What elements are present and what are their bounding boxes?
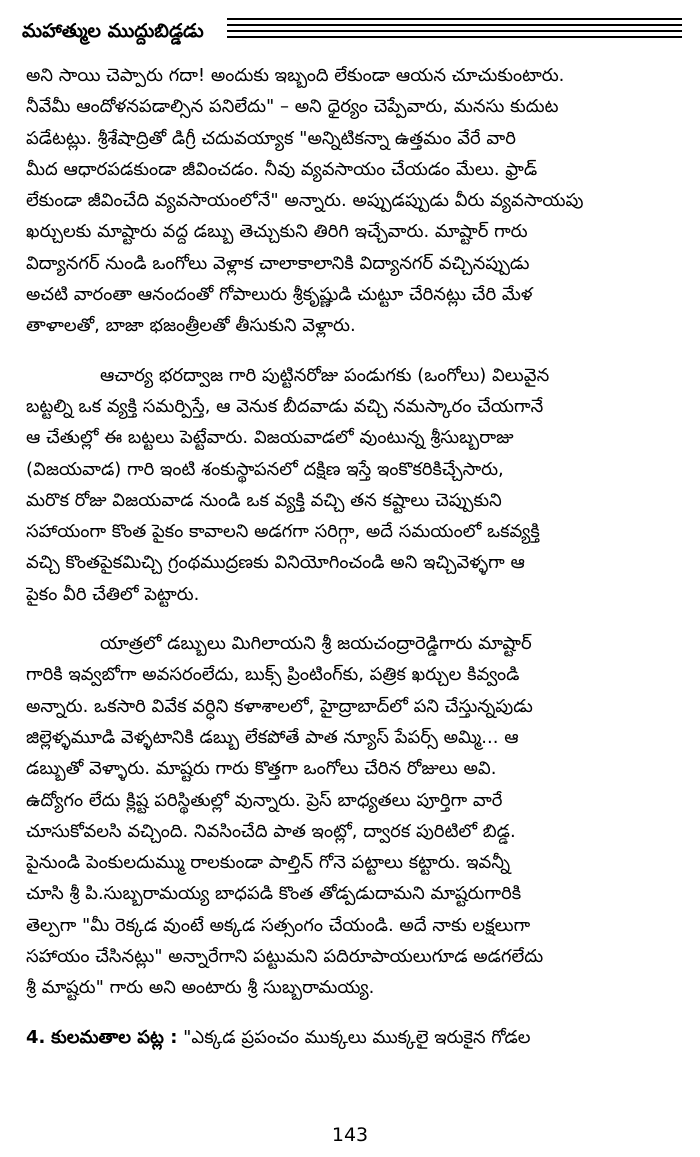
text-line: అన్నారు. ఒకసారి వివేక వర్ధిని కళాశాలలో, హైద్రాబాద్‌లో పని చేస్తున్నపుడు bbox=[26, 695, 533, 717]
header-rule bbox=[227, 18, 682, 20]
text-line: ఉద్యోగం లేదు క్లిష్ట పరిస్థితుల్లో వున్నారు. ప్రెస్ బాధ్యతలు పూర్తిగా వారే bbox=[26, 789, 503, 811]
header-rule bbox=[227, 24, 682, 26]
text-line: వచ్చి కొంతపైకమిచ్చి గ్రంథముద్రణకు వినియోగించండి అని ఇచ్చివెళ్ళగా ఆ bbox=[26, 552, 525, 574]
text-line: సహాయం చేసినట్లు" అన్నారేగాని పట్టుమని పదిరూపాయలుగూడ అడగలేదు bbox=[26, 946, 544, 968]
text-line: జిల్లెళ్ళమూడి వెళ్ళటానికి డబ్బు లేకపోతే పాత న్యూస్ పేపర్స్ అమ్మి... ఆ bbox=[26, 726, 519, 748]
text-line: పైనుండి పెంకులదుమ్ము రాలకుండా పాల్తిన్ గోనె పట్టాలు కట్టారు. ఇవన్నీ bbox=[26, 852, 511, 874]
text-line: మరొక రోజు విజయవాడ నుండి ఒక వ్యక్తి వచ్చి తన కష్టాలు చెప్పుకుని bbox=[26, 489, 502, 511]
section-4 bbox=[26, 1022, 680, 1053]
text-line: అని సాయి చెప్పారు గదా! అందుకు ఇబ్బంది లేకుండా ఆయన చూచుకుంటారు. bbox=[26, 65, 565, 86]
header-rule bbox=[227, 30, 682, 32]
paragraph-3 bbox=[26, 628, 680, 1004]
running-title: మహాత్ముల ముద్దుబిడ్డడు bbox=[22, 20, 204, 42]
text-line: సహాయంగా కొంత పైకం కావాలని అడగగా సరిగ్గా, అదే సమయంలో ఒకవ్యక్తి bbox=[26, 521, 540, 543]
text-line: విద్యానగర్ నుండి ఒంగోలు వెళ్లాక చాలాకాలానికి విద్యానగర్ వచ్చినప్పుడు bbox=[26, 252, 530, 274]
text-line: అచటి వారంతా ఆనందంతో గోపాలురు శ్రీకృష్ణుడి చుట్టూ చేరినట్లు చేరి మేళ bbox=[26, 284, 533, 306]
text-line: యాత్రలో డబ్బులు మిగిలాయని శ్రీ జయచంద్రారెడ్డిగారు మాష్టార్ bbox=[100, 633, 532, 655]
text-line: గారికి ఇవ్వబోగా అవసరంలేదు, బుక్స్ ప్రింటింగ్‌కు, పత్రిక ఖర్చుల కివ్వండి bbox=[26, 664, 520, 686]
text-line: చూసి శ్రీ పి.సుబ్బరామయ్య బాధపడి కొంత తోడ్పడుదామని మాష్టరుగారికి bbox=[26, 883, 522, 905]
section-text: "ఎక్కడ ప్రపంచం ముక్కలు ముక్కలై ఇరుకైన గోడల bbox=[183, 1026, 531, 1048]
section-number: 4. bbox=[26, 1026, 46, 1048]
text-line: బట్టల్ని ఒక వ్యక్తి సమర్పిస్తే, ఆ వెనుక బీదవాడు వచ్చి నమస్కారం చేయగానే bbox=[26, 395, 544, 417]
page-body bbox=[26, 60, 680, 1053]
text-line: తెల్పగా "మీ రెక్కడ వుంటే అక్కడ సత్సంగం చేయండి. అదే నాకు లక్షలుగా bbox=[26, 914, 531, 936]
text-line: ఖర్చులకు మాష్టారు వద్ద డబ్బు తెచ్చుకుని తిరిగి ఇచ్చేవారు. మాష్టార్ గారు bbox=[26, 221, 528, 243]
header-rules bbox=[227, 18, 682, 42]
section-heading: కులమతాల పట్ల : bbox=[51, 1026, 178, 1048]
text-line: పడేటట్లు. శ్రీశేషాద్రితో డిగ్రీ చదువయ్యాక "అన్నిటికన్నా ఉత్తమం వేరే వారి bbox=[26, 127, 516, 149]
text-line: పైకం వీరి చేతిలో పెట్టారు. bbox=[26, 583, 200, 605]
text-line: ఆచార్య భరద్వాజ గారి పుట్టినరోజు పండుగకు (ఒంగోలు) విలువైన bbox=[100, 364, 550, 386]
text-line: లేకుండా జీవించేది వ్యవసాయంలోనే" అన్నారు. అప్పుడప్పుడు వీరు వ్యవసాయపు bbox=[26, 190, 584, 212]
text-line: మీద ఆధారపడకుండా జీవించడం. నీవు వ్యవసాయం చేయడం మేలు. ఫ్రాడ్ bbox=[26, 158, 538, 180]
text-line: శ్రీ మాష్టరు" గారు అని అంటారు శ్రీ సుబ్బరామయ్య. bbox=[26, 977, 375, 999]
text-line: తాళాలతో, బాజా భజంత్రీలతో తీసుకుని వెళ్లారు. bbox=[26, 315, 356, 337]
page-number: 143 bbox=[331, 1124, 369, 1146]
text-line: నీవేమీ ఆందోళనపడాల్సిన పనిలేదు" – అని ధైర్యం చెప్పేవారు, మనసు కుదుట bbox=[26, 96, 559, 118]
text-line: (విజయవాడ) గారి ఇంటి శంకుస్థాపనలో దక్షిణ ఇస్తే ఇంకొకరికిచ్చేసారు, bbox=[26, 458, 504, 480]
page-header bbox=[22, 14, 682, 54]
text-line: చూసుకోవలసి వచ్చింది. నివసించేది పాత ఇంట్లో, ద్వారక పురిటిలో బిడ్డ. bbox=[26, 820, 516, 842]
header-rule bbox=[227, 36, 682, 38]
paragraph-1 bbox=[26, 60, 680, 342]
text-line: డబ్బుతో వెళ్ళారు. మాష్టరు గారు కొత్తగా ఒంగోలు చేరిన రోజులు అవి. bbox=[26, 758, 497, 780]
text-line: ఆ చేతుల్లో ఈ బట్టలు పెట్టేవారు. విజయవాడలో వుంటున్న శ్రీసుబ్బరాజు bbox=[26, 427, 514, 449]
paragraph-2 bbox=[26, 360, 680, 610]
